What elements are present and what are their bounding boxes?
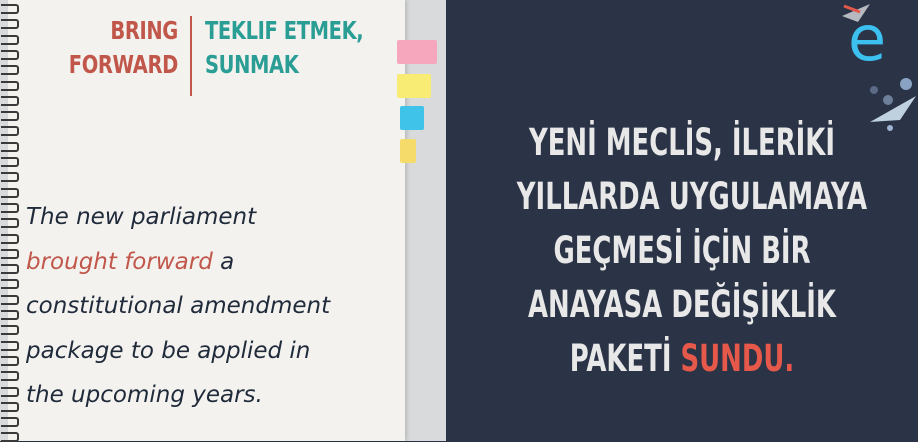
sticky-tab-yellow	[397, 74, 431, 98]
sticky-tab-blue	[400, 106, 424, 130]
turkish-term-line2: SUNMAK	[205, 50, 299, 79]
brand-logo	[830, 0, 918, 150]
english-example-sentence	[26, 195, 406, 418]
binding-ring	[1, 295, 19, 305]
binding-ring	[1, 4, 19, 14]
turkish-term-line1: TEKLIF ETMEK,	[205, 16, 364, 45]
logo-dot	[870, 86, 878, 94]
english-term	[69, 14, 178, 82]
binding-ring	[1, 279, 19, 289]
example-en-line5: the upcoming years.	[26, 382, 263, 408]
logo-dot	[887, 125, 893, 131]
binding-ring	[1, 142, 19, 152]
binding-ring	[1, 65, 19, 75]
example-en-line3: constitutional amendment	[26, 293, 331, 319]
binding-ring	[1, 96, 19, 106]
logo-letter: e	[848, 2, 887, 75]
example-en-highlight: brought forward	[26, 248, 213, 275]
example-en-line4: package to be applied in	[26, 337, 311, 364]
binding-ring	[1, 126, 19, 136]
turkish-term	[205, 14, 363, 82]
binding-ring	[1, 111, 19, 121]
binding-ring	[1, 203, 19, 213]
binding-ring	[1, 35, 19, 45]
example-tr-line5: PAKETİ SUNDU.	[569, 337, 795, 380]
sticky-tab-gold	[400, 139, 416, 163]
binding-ring	[1, 356, 19, 366]
binding-ring	[1, 19, 19, 29]
example-tr-line3: GEÇMESİ İÇİN BİR	[553, 229, 811, 272]
binding-ring	[1, 325, 19, 335]
logo-dot	[900, 78, 912, 90]
binding-ring	[1, 188, 19, 198]
binding-ring	[1, 249, 19, 259]
binding-ring	[1, 402, 19, 412]
example-tr-line2: YILLARDA UYGULAMAYA	[516, 175, 868, 218]
binding-ring	[1, 341, 19, 351]
example-tr-highlight: SUNDU.	[680, 337, 795, 380]
turkish-example-sentence	[446, 116, 918, 386]
binding-ring	[1, 387, 19, 397]
notebook-panel	[0, 0, 446, 441]
example-tr-line4: ANAYASA DEĞİŞİKLİK	[528, 283, 836, 326]
example-en-line1: The new parliament	[26, 204, 257, 230]
spiral-binding	[0, 0, 20, 441]
binding-ring	[1, 264, 19, 274]
binding-ring	[1, 157, 19, 167]
english-term-line2: FORWARD	[68, 50, 178, 79]
binding-ring	[1, 50, 19, 60]
sticky-tab-pink	[397, 40, 437, 64]
binding-ring	[1, 417, 19, 427]
binding-ring	[1, 81, 19, 91]
paper-plane-icon	[870, 96, 916, 122]
binding-ring	[1, 172, 19, 182]
binding-ring	[1, 234, 19, 244]
binding-ring	[1, 310, 19, 320]
binding-ring	[1, 371, 19, 381]
term-divider	[190, 16, 192, 96]
binding-ring	[1, 218, 19, 228]
example-en-line2: brought forward a	[26, 248, 235, 275]
english-term-line1: BRING	[110, 16, 178, 45]
example-tr-line1: YENİ MECLİS, İLERİKİ	[528, 121, 836, 164]
logo-dot	[883, 95, 893, 105]
